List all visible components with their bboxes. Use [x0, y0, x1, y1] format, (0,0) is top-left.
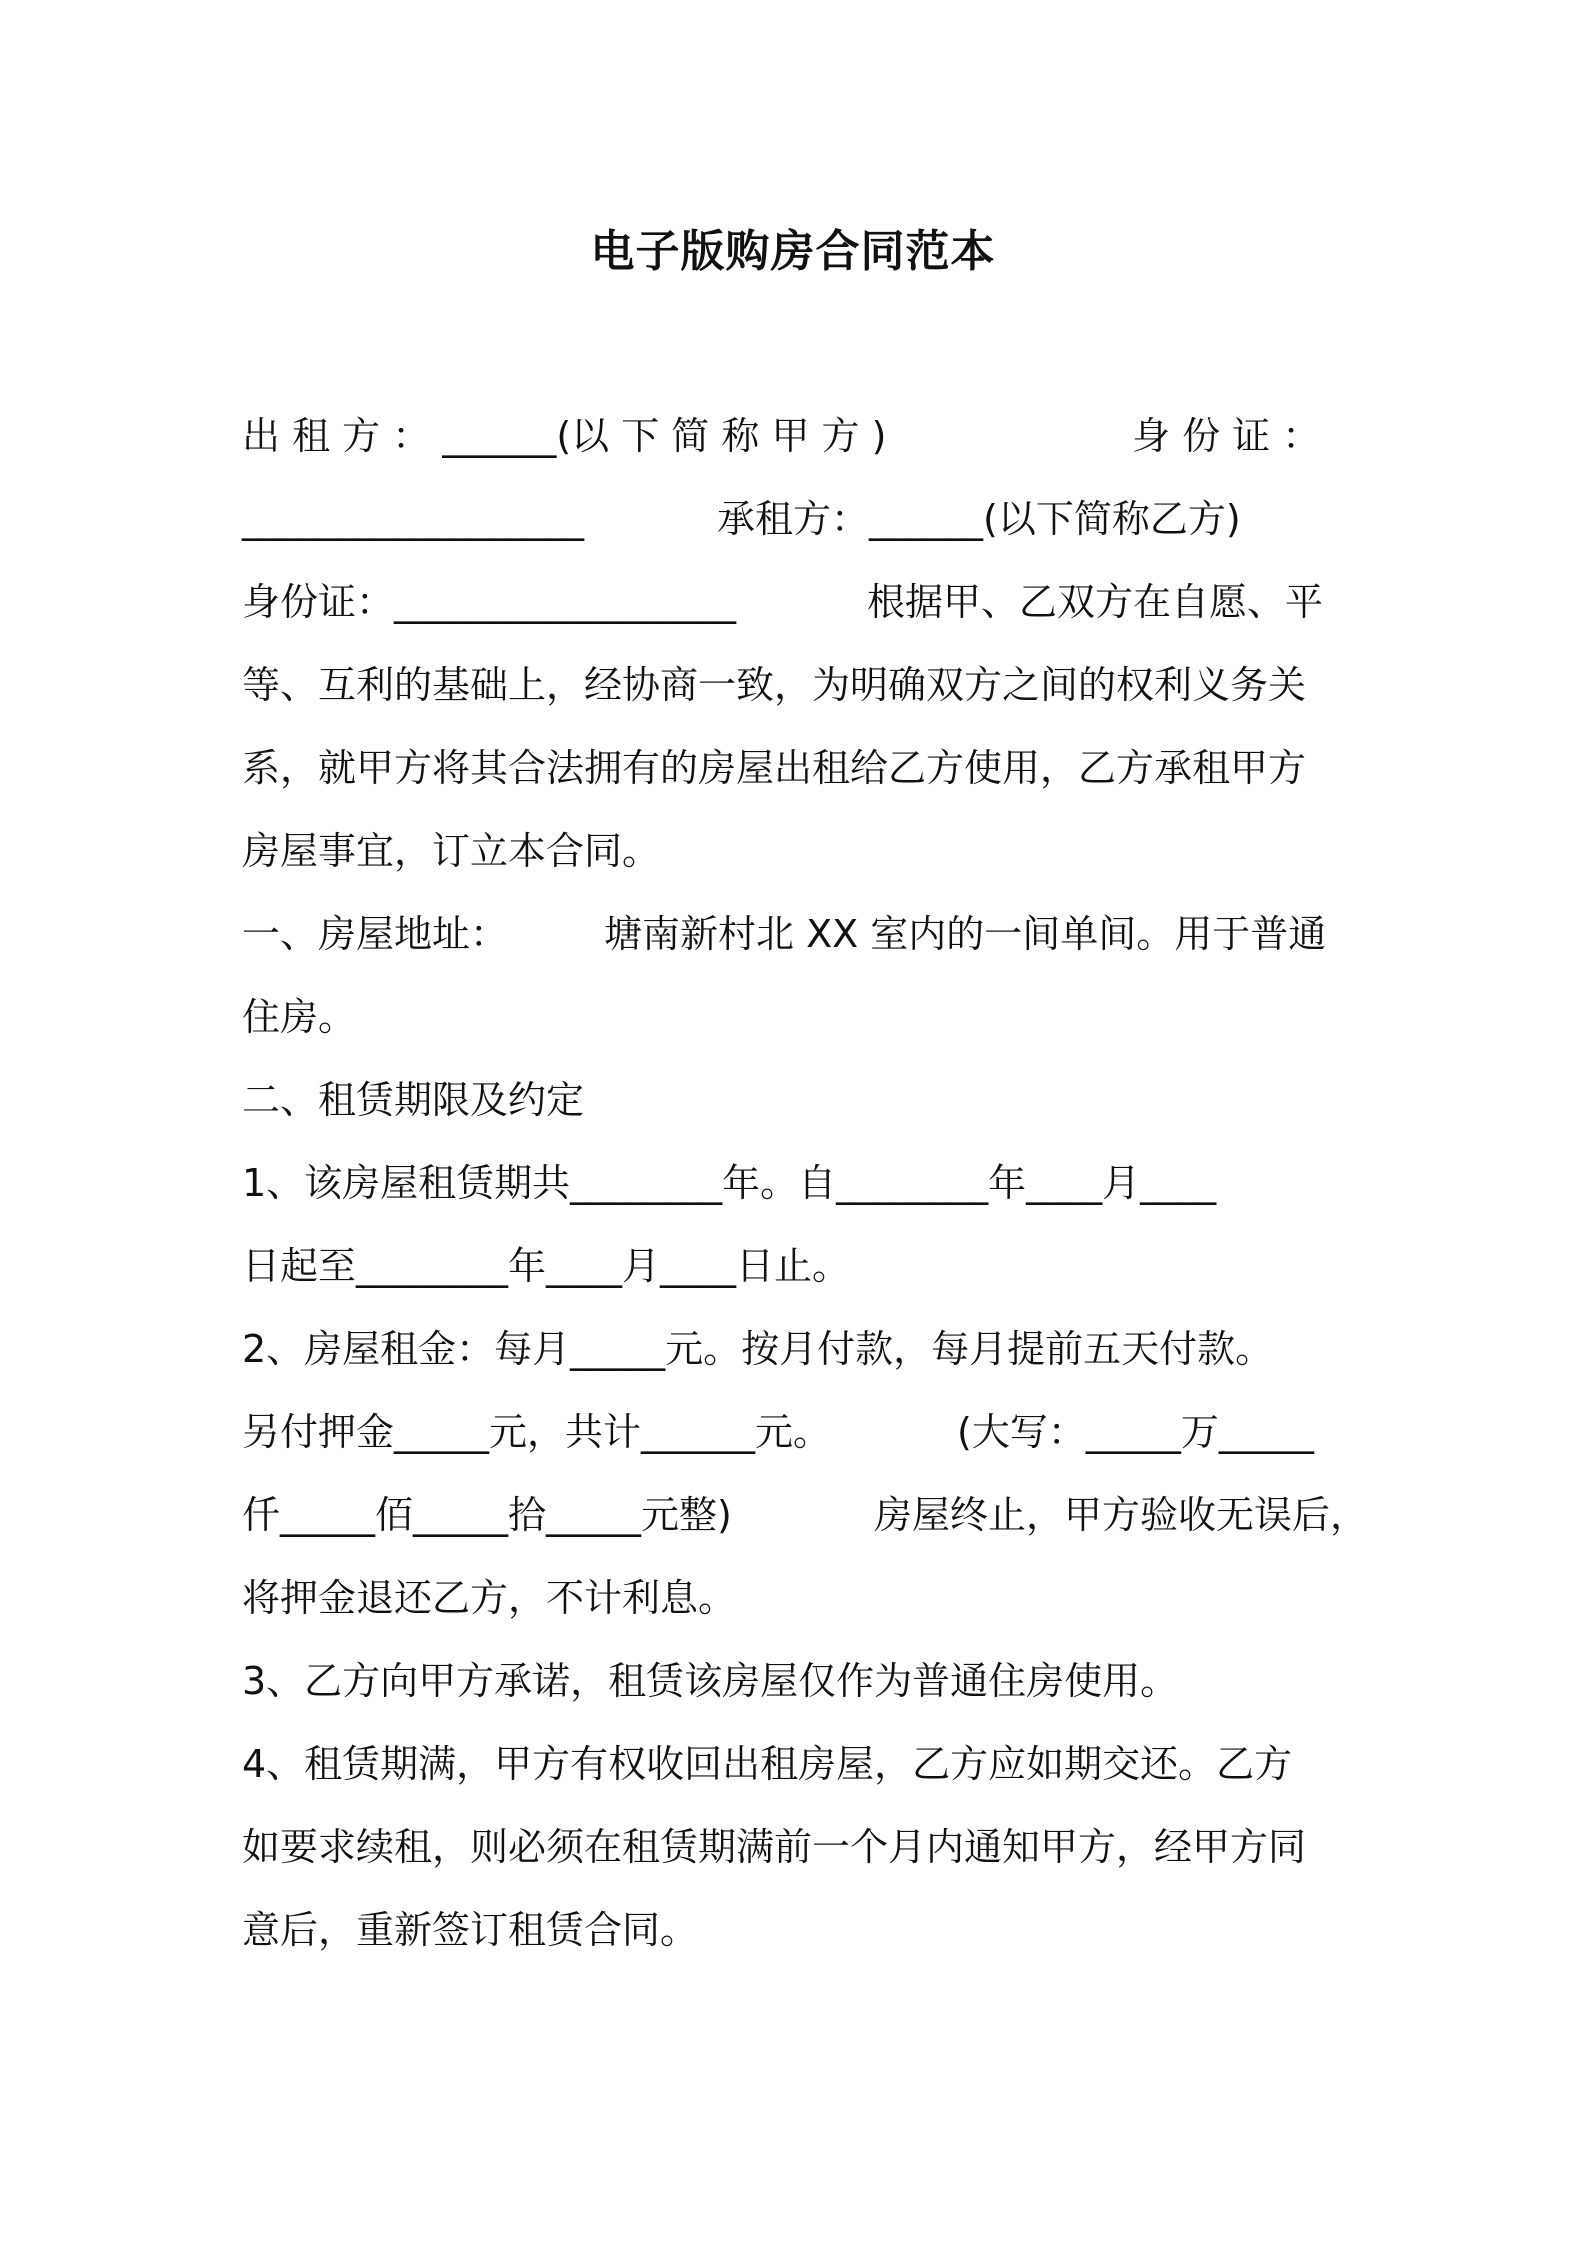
tenant-id-field: 身份证：__________________	[242, 580, 737, 624]
paragraph-line	[242, 1240, 1352, 1292]
section-1-heading: 一、房屋地址：	[242, 912, 509, 956]
clause-2-refund: 将押金退还乙方，不计利息。	[242, 1576, 737, 1620]
clause-1-cont: 日起至________年____月____日止。	[242, 1244, 851, 1288]
section-2-heading: 二、租赁期限及约定	[242, 1078, 585, 1122]
paragraph-line	[242, 1074, 1352, 1126]
clause-2-uppercase: (大写：_____万_____	[957, 1410, 1314, 1454]
clause-4-cont: 如要求续租，则必须在租赁期满前一个月内通知甲方，经甲方同	[242, 1825, 1307, 1869]
paragraph-line	[242, 1738, 1352, 1790]
paragraph-line	[242, 991, 1352, 1043]
preamble-start: 根据甲、乙双方在自愿、平	[867, 580, 1324, 624]
clause-2-termination: 房屋终止，甲方验收无误后，	[874, 1493, 1369, 1537]
landlord-id-blank: __________________	[242, 497, 584, 541]
clause-1: 1、该房屋租赁期共________年。自________年____月____	[242, 1161, 1217, 1205]
paragraph-line	[242, 908, 1352, 960]
paragraph-line	[242, 576, 1352, 628]
paragraph-line	[242, 1572, 1352, 1624]
paragraph-line	[242, 1157, 1352, 1209]
document-title: 电子版购房合同范本	[590, 226, 996, 277]
paragraph-line	[242, 1655, 1352, 1707]
paragraph-line	[242, 1821, 1352, 1873]
paragraph-line	[242, 1489, 1369, 1541]
paragraph-line	[242, 410, 1352, 462]
tenant-field: 承租方：______(以下简称乙方)	[717, 497, 1241, 541]
clause-2-uppercase-cont: 仟_____佰_____拾_____元整)	[242, 1493, 732, 1537]
paragraph-line	[242, 825, 1352, 877]
paragraph-line	[242, 1323, 1352, 1375]
house-address: 塘南新村北 XX 室内的一间单间。用于普通	[604, 912, 1327, 956]
paragraph-line	[242, 1904, 1352, 1956]
house-address-cont: 住房。	[242, 995, 357, 1039]
clause-4: 4、租赁期满，甲方有权收回出租房屋，乙方应如期交还。乙方	[242, 1742, 1293, 1786]
paragraph-line	[242, 659, 1352, 711]
clause-2: 2、房屋租金：每月_____元。按月付款，每月提前五天付款。	[242, 1327, 1274, 1371]
preamble-text: 房屋事宜，订立本合同。	[242, 829, 661, 873]
landlord-id-label: 身 份 证 ：	[1132, 414, 1321, 458]
clause-4-end: 意后，重新签订租赁合同。	[242, 1908, 699, 1952]
clause-2-deposit: 另付押金_____元，共计______元。	[242, 1410, 832, 1454]
preamble-text: 系，就甲方将其合法拥有的房屋出租给乙方使用，乙方承租甲方	[242, 746, 1307, 790]
clause-3: 3、乙方向甲方承诺，租赁该房屋仅作为普通住房使用。	[242, 1659, 1179, 1703]
preamble-text: 等、互利的基础上，经协商一致，为明确双方之间的权利义务关	[242, 663, 1307, 707]
paragraph-line	[242, 493, 1352, 545]
paragraph-line	[242, 742, 1352, 794]
paragraph-line	[242, 1406, 1352, 1458]
landlord-field: 出 租 方 ： ______(以 下 简 称 甲 方 )	[242, 414, 887, 458]
